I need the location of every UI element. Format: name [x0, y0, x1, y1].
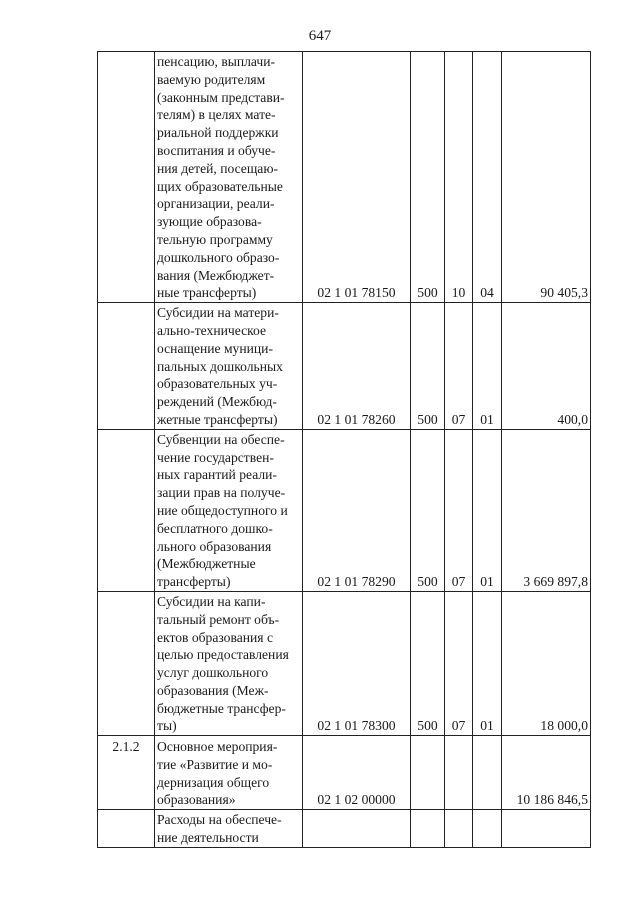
description-line: зующие образова-	[157, 214, 262, 230]
description-line: щих образовательные	[157, 178, 283, 194]
expense-group-cell: 500	[411, 52, 445, 303]
description-line: образования»	[157, 792, 236, 808]
description-line: ваемую родителям	[157, 71, 266, 87]
description-line: льного образования	[157, 538, 272, 554]
description-line: ния детей, посещаю-	[157, 160, 279, 176]
description-line: бюджетные трансфер-	[157, 700, 286, 716]
description-line: чение государствен-	[157, 449, 274, 465]
description-line: образования (Меж-	[157, 682, 269, 698]
description-line: воспитания и обуче-	[157, 142, 276, 158]
amount-cell: 18 000,0	[502, 591, 591, 735]
description-line: телям) в целях мате-	[157, 107, 276, 123]
budget-table	[97, 51, 591, 848]
description-line: тальный ремонт объ-	[157, 611, 280, 627]
description-line: пальных дошкольных	[157, 358, 283, 374]
description-line: зации прав на получе-	[157, 485, 286, 501]
target-article-code-cell: 02 1 01 78290	[303, 429, 411, 591]
expense-group-cell	[411, 810, 445, 848]
expense-group-cell: 500	[411, 303, 445, 430]
description-line: Субсидии на капи-	[157, 593, 266, 609]
subsection-cell: 04	[473, 52, 502, 303]
subsection-cell	[473, 810, 502, 848]
description-line: дошкольного образо-	[157, 249, 280, 265]
description-cell	[155, 591, 303, 735]
expense-group-cell	[411, 736, 445, 810]
description-line: организации, реали-	[157, 196, 275, 212]
description-line: ние деятельности	[157, 830, 259, 846]
amount-cell	[502, 810, 591, 848]
section-cell: 07	[445, 429, 473, 591]
description-line: (Межбюджетные	[157, 556, 256, 572]
row-number-cell	[98, 52, 155, 303]
row-number-cell	[98, 429, 155, 591]
description-line: трансферты)	[157, 574, 231, 590]
target-article-code-cell: 02 1 01 78300	[303, 591, 411, 735]
description-line: жетные трансферты)	[157, 411, 278, 427]
description-cell	[155, 429, 303, 591]
table-row	[98, 591, 591, 735]
subsection-cell: 01	[473, 303, 502, 430]
description-line: пенсацию, выплачи-	[157, 54, 276, 69]
subsection-cell	[473, 736, 502, 810]
description-line: ные трансферты)	[157, 285, 257, 301]
description-line: риальной поддержки	[157, 125, 279, 141]
amount-cell: 10 186 846,5	[502, 736, 591, 810]
row-number-cell	[98, 303, 155, 430]
description-cell	[155, 736, 303, 810]
section-cell	[445, 736, 473, 810]
description-line: оснащение муници-	[157, 340, 273, 356]
description-line: ектов образования с	[157, 629, 273, 645]
description-line: вания (Межбюджет-	[157, 267, 275, 283]
description-line: ты)	[157, 718, 177, 734]
target-article-code-cell: 02 1 01 78150	[303, 52, 411, 303]
description-line: тие «Развитие и мо-	[157, 756, 273, 772]
section-cell: 07	[445, 591, 473, 735]
subsection-cell: 01	[473, 591, 502, 735]
description-line: (законным представи-	[157, 89, 285, 105]
section-cell: 10	[445, 52, 473, 303]
description-line: тельную программу	[157, 231, 273, 247]
section-cell	[445, 810, 473, 848]
description-line: ние общедоступного и	[157, 502, 288, 518]
page-number: 647	[308, 28, 332, 44]
description-line: Расходы на обеспече-	[157, 812, 282, 828]
target-article-code-cell: 02 1 01 78260	[303, 303, 411, 430]
description-line: услуг дошкольного	[157, 665, 269, 681]
section-cell: 07	[445, 303, 473, 430]
description-cell	[155, 810, 303, 848]
target-article-code-cell	[303, 810, 411, 848]
description-line: Субвенции на обеспе-	[157, 431, 285, 447]
table-row	[98, 303, 591, 430]
amount-cell: 400,0	[502, 303, 591, 430]
table-row	[98, 736, 591, 810]
description-line: целью предоставления	[157, 647, 289, 663]
description-line: образовательных уч-	[157, 376, 278, 392]
description-line: дернизация общего	[157, 774, 270, 790]
description-line: Субсидии на матери-	[157, 305, 279, 321]
description-line: ально-техническое	[157, 322, 267, 338]
table-body	[98, 52, 591, 848]
expense-group-cell: 500	[411, 429, 445, 591]
table-row	[98, 810, 591, 848]
amount-cell: 3 669 897,8	[502, 429, 591, 591]
table-row	[98, 52, 591, 303]
table-row	[98, 429, 591, 591]
row-number-cell	[98, 591, 155, 735]
description-line: ных гарантий реали-	[157, 467, 277, 483]
expense-group-cell: 500	[411, 591, 445, 735]
description-line: реждений (Межбюд-	[157, 394, 277, 410]
subsection-cell: 01	[473, 429, 502, 591]
row-number-cell: 2.1.2	[98, 736, 155, 810]
amount-cell: 90 405,3	[502, 52, 591, 303]
row-number-cell	[98, 810, 155, 848]
target-article-code-cell: 02 1 02 00000	[303, 736, 411, 810]
description-line: бесплатного дошко-	[157, 520, 273, 536]
description-cell	[155, 303, 303, 430]
description-line: Основное мероприя-	[157, 739, 278, 755]
description-cell	[155, 52, 303, 303]
